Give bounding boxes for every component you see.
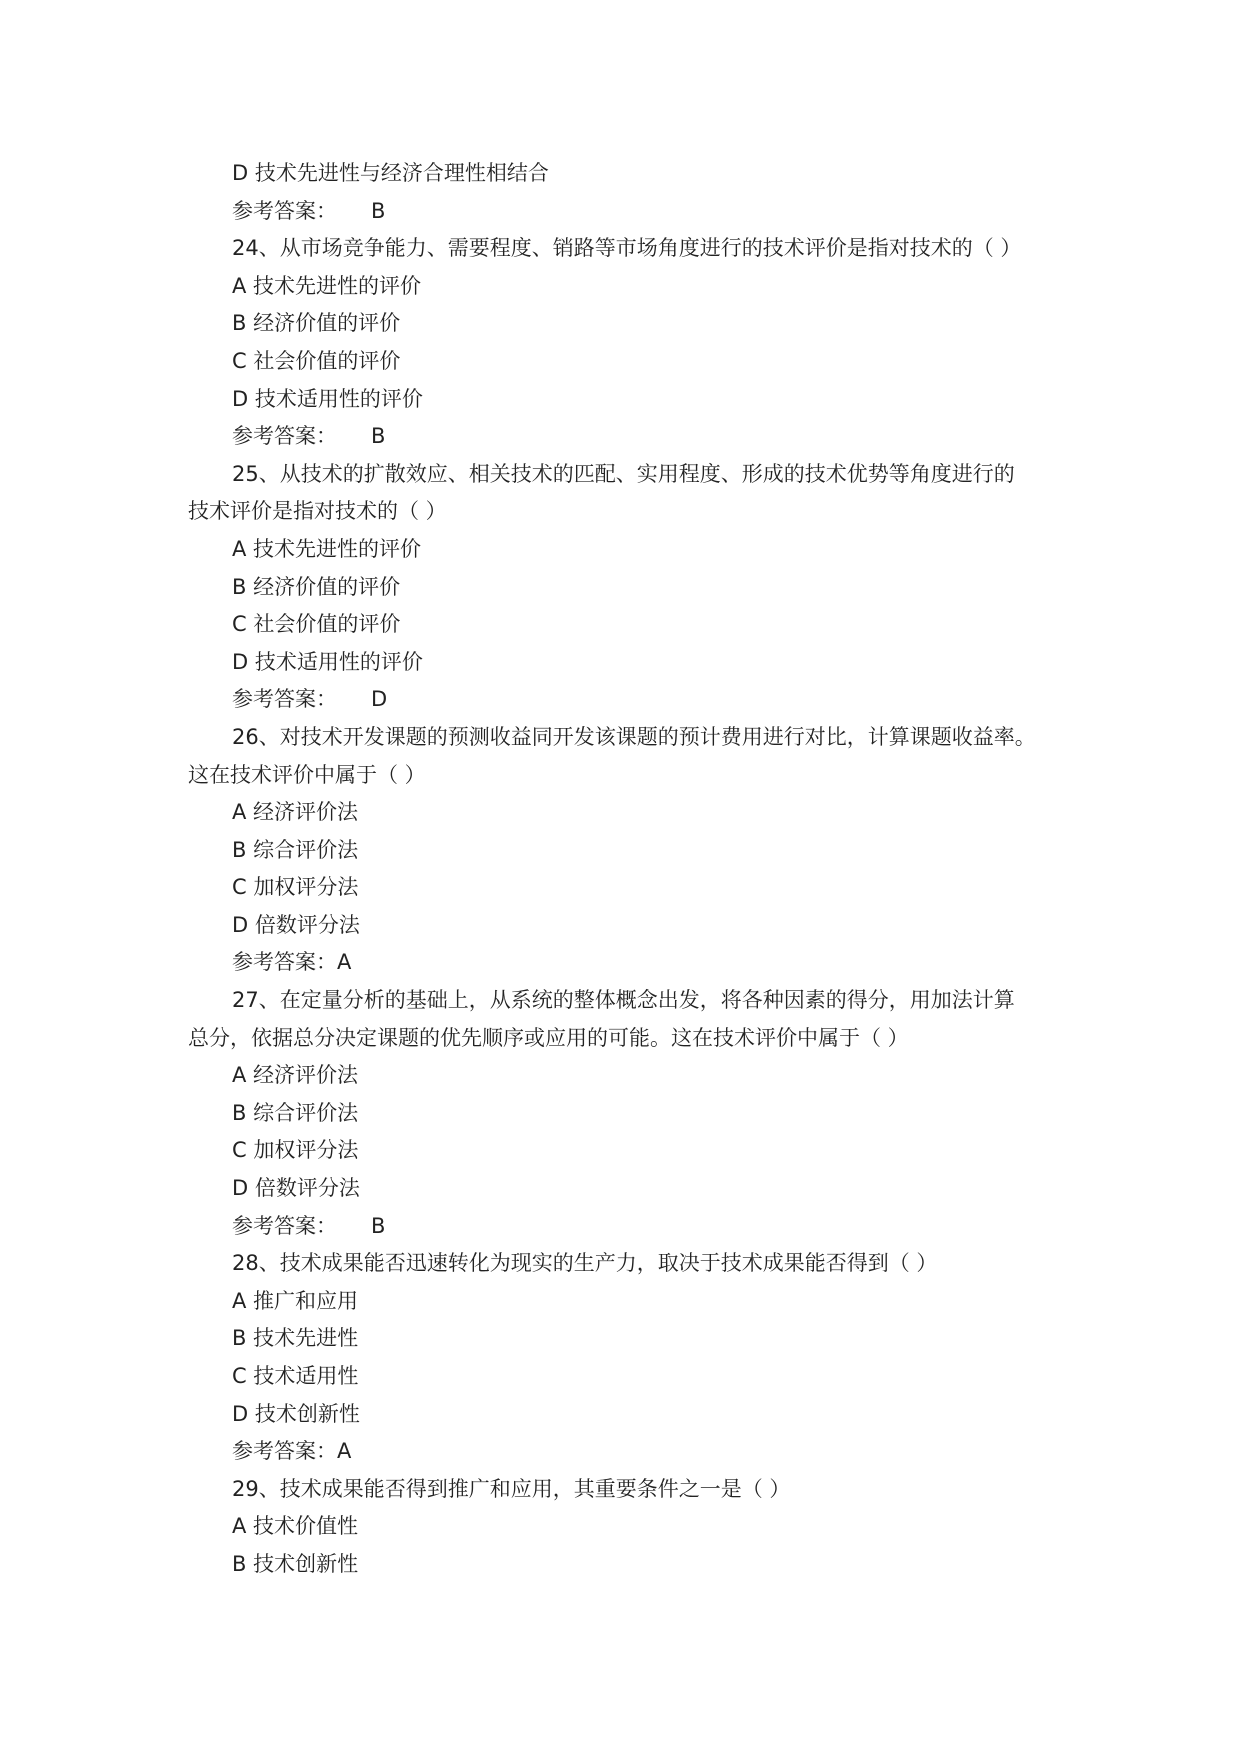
answer-label: 参考答案： <box>232 424 337 449</box>
answer-value: D <box>371 687 388 712</box>
answer-label: 参考答案： <box>232 1213 337 1238</box>
answer-line <box>188 681 1068 719</box>
option-line: D 技术先进性与经济合理性相结合 <box>232 161 549 185</box>
answer-line <box>188 418 1068 456</box>
option-line: C 加权评分法 <box>232 1138 359 1163</box>
question-continuation-line: 总分，依据总分决定课题的优先顺序或应用的可能。这在技术评价中属于（ ） <box>188 1025 909 1050</box>
answer-value: B <box>371 424 386 449</box>
answer-value: B <box>371 198 386 223</box>
option-line: B 经济价值的评价 <box>232 311 401 336</box>
option-line: A 经济评价法 <box>232 1063 359 1088</box>
answer-label: 参考答案： <box>232 950 337 975</box>
answer-line <box>188 1433 1068 1471</box>
answer-label: 参考答案： <box>232 687 337 712</box>
answer-value: A <box>337 1439 352 1464</box>
option-line: C 加权评分法 <box>232 875 359 900</box>
question-continuation-line: 这在技术评价中属于（ ） <box>188 762 426 787</box>
option-line: A 经济评价法 <box>232 800 359 825</box>
option-line: D 倍数评分法 <box>232 1176 360 1201</box>
answer-line <box>188 193 1068 231</box>
answer-label: 参考答案： <box>232 198 337 223</box>
option-line: B 经济价值的评价 <box>232 574 401 599</box>
option-line: D 倍数评分法 <box>232 912 360 937</box>
option-line: A 技术先进性的评价 <box>232 273 422 298</box>
answer-label: 参考答案： <box>232 1439 337 1464</box>
document-body <box>188 155 1068 1584</box>
option-line: B 综合评价法 <box>232 1100 359 1125</box>
question-line: 25、从技术的扩散效应、相关技术的匹配、实用程度、形成的技术优势等角度进行的 <box>232 461 1015 486</box>
option-line: C 社会价值的评价 <box>232 348 401 373</box>
option-line: A 推广和应用 <box>232 1288 359 1313</box>
option-line: D 技术适用性的评价 <box>232 649 423 674</box>
question-line: 29、技术成果能否得到推广和应用，其重要条件之一是（ ） <box>232 1476 791 1501</box>
option-line: B 技术先进性 <box>232 1326 359 1351</box>
question-line: 26、对技术开发课题的预测收益同开发该课题的预计费用进行对比，计算课题收益率。 <box>232 724 1036 749</box>
option-line: D 技术适用性的评价 <box>232 386 423 411</box>
option-line: C 技术适用性 <box>232 1364 359 1388</box>
question-continuation-line: 技术评价是指对技术的（ ） <box>188 499 447 524</box>
option-line: D 技术创新性 <box>232 1401 360 1426</box>
answer-value: A <box>337 950 352 975</box>
option-line: A 技术价值性 <box>232 1514 359 1539</box>
option-line: C 社会价值的评价 <box>232 612 401 637</box>
question-line: 27、在定量分析的基础上，从系统的整体概念出发，将各种因素的得分，用加法计算 <box>232 988 1015 1013</box>
option-line: A 技术先进性的评价 <box>232 536 422 561</box>
answer-line <box>188 944 1068 982</box>
answer-value: B <box>371 1213 386 1238</box>
question-line: 28、技术成果能否迅速转化为现实的生产力，取决于技术成果能否得到（ ） <box>232 1251 938 1276</box>
option-line: B 技术创新性 <box>232 1551 359 1576</box>
option-line: B 综合评价法 <box>232 837 359 862</box>
answer-line <box>188 1208 1068 1246</box>
question-line: 24、从市场竞争能力、需要程度、销路等市场角度进行的技术评价是指对技术的（ ） <box>232 236 1022 261</box>
